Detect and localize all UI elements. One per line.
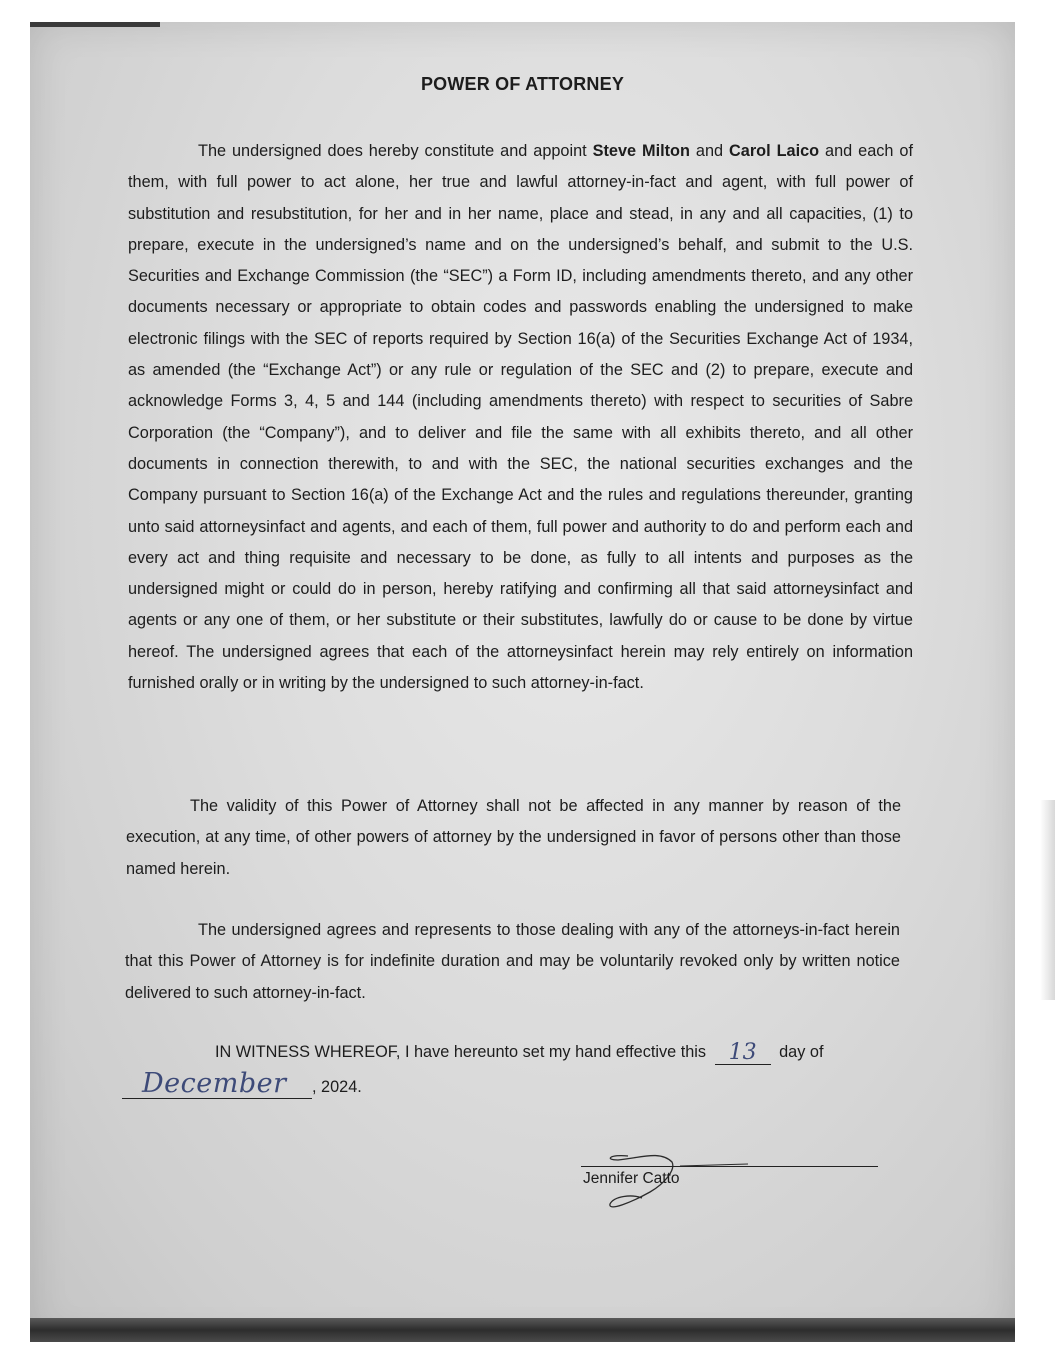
year-text: , 2024. <box>312 1078 362 1096</box>
signature-line <box>581 1166 878 1167</box>
attorney-name-2: Carol Laico <box>729 142 820 160</box>
conjunction: and <box>689 142 730 160</box>
signer-name: Jennifer Catto <box>583 1170 680 1187</box>
paragraph-appointment-intro: The undersigned does hereby constitute and appoint <box>198 142 593 160</box>
paragraph-validity: The validity of this Power of Attorney shall not be affected in any manner by reason of the execution, at any time, of other powers of attorney by the undersigned in favor of persons other than those named herein. <box>126 797 901 878</box>
paragraph-appointment <box>128 136 913 699</box>
scan-right-edge <box>1040 800 1055 1000</box>
scan-top-edge <box>30 22 160 27</box>
handwritten-month: December <box>122 1070 312 1099</box>
handwritten-day: 13 <box>715 1042 771 1065</box>
day-of-text: day of <box>779 1043 824 1061</box>
scan-bottom-edge <box>30 1318 1015 1342</box>
paragraph-appointment-body: and each of them, with full power to act alone, her true and lawful attorney-in-fact and agent, with full power of substitution and resubstitution, for her and in her name, place and stead, in any and all capacities, (1) to prepare, execute in the undersigned’s name and on the undersigned’s behalf, and submit to the U.S. Securities and Exchange Commission (the “SEC”) a Form ID, including amendments thereto, and any other documents necessary or appropriate to obtain codes and passwords enabling the undersigned to make electronic filings with the SEC of reports required by Section 16(a) of the Securities Exchange Act of 1934, as amended (the “Exchange Act”) or any rule or regulation of the SEC and (2) to prepare, execute and acknowledge Forms 3, 4, 5 and 144 (including amendments thereto) with respect to securities of Sabre Corporation (the “Company”), and to deliver and file the same with all exhibits thereto, and all other documents in connection therewith, to and with the SEC, the national securities exchanges and the Company pursuant to Section 16(a) of the Exchange Act and the rules and regulations thereunder, granting unto said attorneysinfact and agents, and each of them, full power and authority to do and perform each and every act and thing requisite and necessary to be done, as fully to all intents and purposes as the undersigned might or could do in person, hereby ratifying and confirming all that said attorneysinfact and agents or any one of them, or her substitute or their substitutes, lawfully do or cause to be done by virtue hereof. The undersigned agrees that each of the attorneysinfact herein may rely entirely on information furnished orally or in writing by the undersigned to such attorney-in-fact. <box>128 142 913 693</box>
paragraph-duration: The undersigned agrees and represents to those dealing with any of the attorneys-in-fact herein that this Power of Attorney is for indefinite duration and may be voluntarily revoked only by written notice delivered to such attorney-in-fact. <box>125 921 900 1002</box>
attorney-name-1: Steve Milton <box>592 142 690 160</box>
witness-clause <box>215 1042 823 1065</box>
witness-date-line <box>122 1070 362 1099</box>
document-title: POWER OF ATTORNEY <box>420 74 625 94</box>
witness-text: IN WITNESS WHEREOF, I have hereunto set my hand effective this <box>215 1043 707 1061</box>
